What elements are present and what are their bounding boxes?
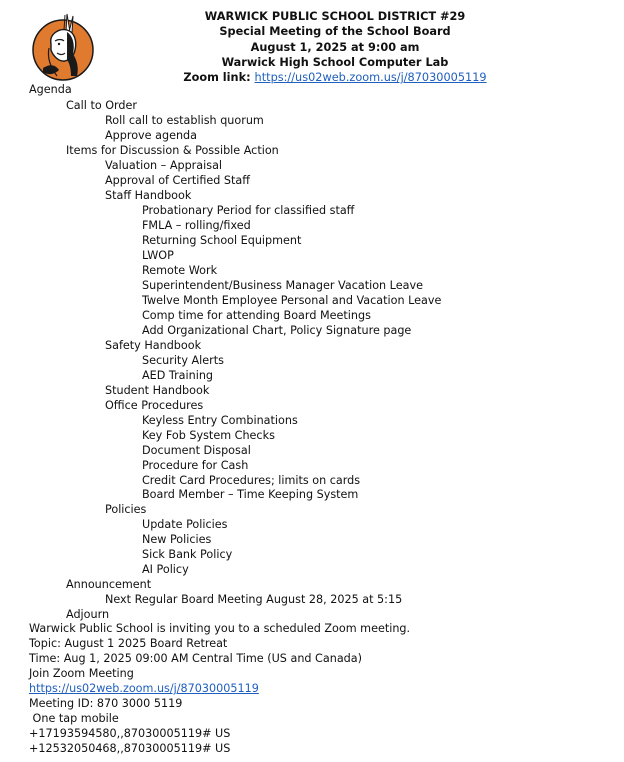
agenda-section-label: Items for Discussion & Possible Action [66,143,279,157]
district-name: WARWICK PUBLIC SCHOOL DISTRICT #29 [204,10,466,23]
agenda-title: Agenda [29,83,72,96]
agenda-section-label: Call to Order [66,99,138,112]
agenda-subitem-label: Update Policies [142,518,228,532]
zoom-link-label: Zoom link: [183,71,255,85]
topic-text: Topic: August 1 2025 Board Retreat [29,637,228,650]
agenda-subitem-label: AI Policy [142,563,189,577]
agenda-item-label: Roll call to establish quorum [105,113,264,127]
agenda-subitem-label: Sick Bank Policy [142,548,233,562]
agenda-subitem-label: Twelve Month Employee Personal and Vacation Leave [142,293,442,307]
agenda-item-label: Approve agenda [105,128,198,142]
agenda-subitem-label: Board Member – Time Keeping System [142,488,359,502]
agenda-subitem-label: Add Organizational Chart, Policy Signature page [142,323,412,337]
meeting-location: Warwick High School Computer Lab [221,55,449,69]
agenda-subitem-label: Document Disposal [142,443,251,457]
agenda-item-label: Approval of Certified Staff [105,173,250,187]
agenda-subitem-label: Security Alerts [142,353,224,367]
agenda-subitem-label: Credit Card Procedures; limits on cards [142,473,361,487]
agenda-subitem-label: AED Training [142,368,214,382]
agenda-item-label: Safety Handbook [105,338,202,352]
join-zoom-link[interactable]: https://us02web.zoom.us/j/87030005119 [29,682,259,695]
zoom-link-line [140,70,530,85]
agenda-section-label: Announcement [66,578,152,592]
meeting-header [140,9,530,85]
agenda-item-label: Staff Handbook [105,188,192,202]
agenda-subitem-label: FMLA – rolling/fixed [142,218,251,232]
agenda-subitem-label: Comp time for attending Board Meetings [142,308,371,322]
agenda-item-label: Student Handbook [105,383,210,397]
join-text: Join Zoom Meeting [29,667,134,680]
agenda-section-label: Adjourn [66,608,110,622]
agenda-item-label: Policies [105,503,147,517]
meeting-type: Special Meeting of the School Board [219,25,451,39]
agenda-subitem-label: Superintendent/Business Manager Vacation Leave [142,278,423,292]
agenda-subitem-label: Returning School Equipment [142,233,302,247]
meeting-id: Meeting ID: 870 3000 5119 [29,697,183,710]
time-text: Time: Aug 1, 2025 09:00 AM Central Time (US and Canada) [29,652,362,665]
agenda-item-label: Valuation – Appraisal [105,158,223,172]
native-warrior-logo-icon [29,10,97,82]
zoom-link[interactable]: https://us02web.zoom.us/j/87030005119 [254,71,487,85]
meeting-date-time: August 1, 2025 at 9:00 am [250,40,420,54]
agenda-subitem-label: Keyless Entry Combinations [142,413,298,427]
agenda-subitem-label: Procedure for Cash [142,458,249,472]
zoom-invite [29,621,410,756]
agenda-subitem-label: LWOP [142,248,174,262]
agenda-subitem-label: Key Fob System Checks [142,428,275,442]
agenda-subitem-label: Probationary Period for classified staff [142,203,355,217]
invite-text: Warwick Public School is inviting you to a scheduled Zoom meeting. [29,622,411,635]
agenda-item-label: Next Regular Board Meeting August 28, 2025 at 5:15 [105,593,403,607]
agenda-subitem-label: Remote Work [142,263,218,277]
district-logo [29,10,97,82]
one-tap-label: One tap mobile [29,712,119,725]
phone-number-1[interactable]: +17193594580,,87030005119# US [29,727,231,740]
agenda-subitem-label: New Policies [142,533,212,547]
phone-number-2: +12532050468,,87030005119# US [29,742,231,755]
agenda-item-label: Office Procedures [105,398,204,412]
